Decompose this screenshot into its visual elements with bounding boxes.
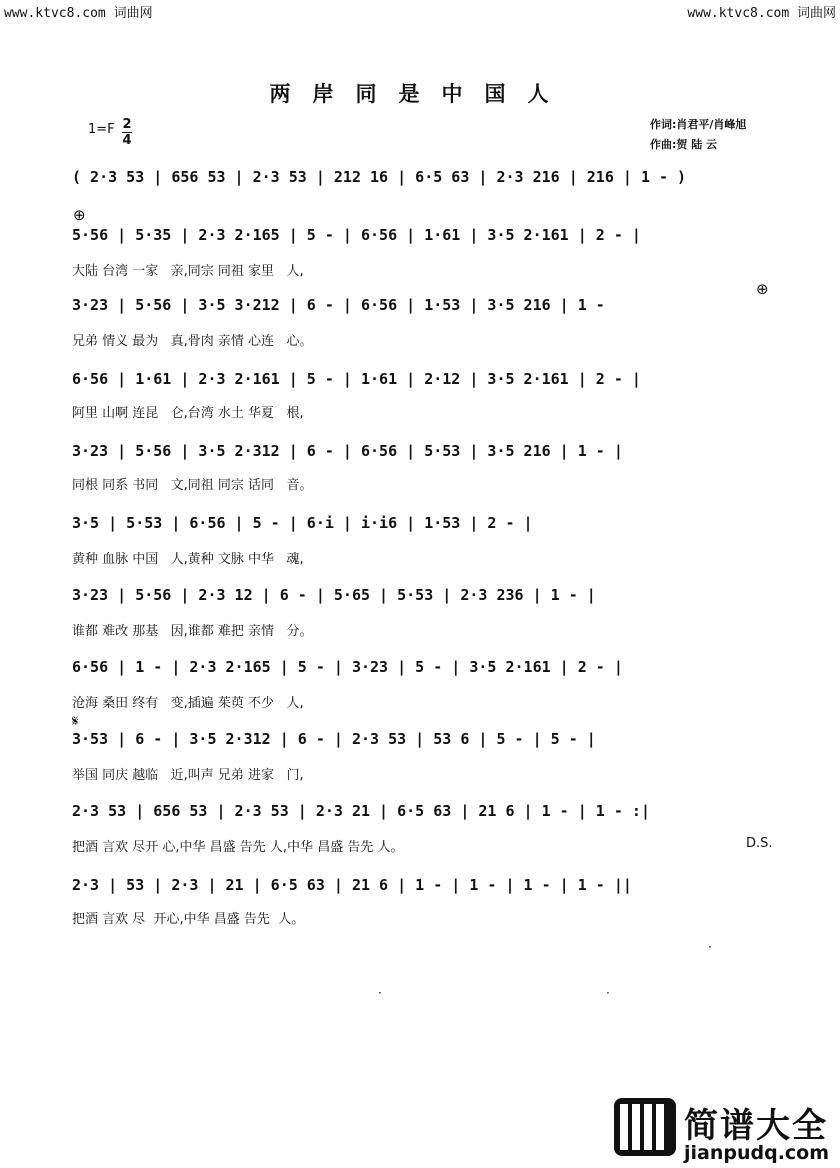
stray-dot: · (708, 940, 712, 954)
lyricist-credit: 作词:肖君平/肖峰旭 (650, 118, 747, 131)
key-signature: 1=F (88, 122, 115, 137)
system-7-lyrics: 沧海 桑田 终有 变,插遍 茱萸 不少 人, (72, 696, 304, 711)
system-2-lyrics: 兄弟 情义 最为 真,骨肉 亲情 心连 心。 (72, 334, 313, 349)
system-4-lyrics: 同根 同系 书同 文,同祖 同宗 话同 音。 (72, 478, 313, 493)
system-6-lyrics: 谁都 难改 那基 因,谁都 难把 亲情 分。 (72, 624, 313, 639)
coda-marker-end: ⊕ (756, 280, 769, 298)
site-header-left: www.ktvc8.com 词曲网 (4, 6, 153, 21)
logo-text: 简谱大全 (684, 1106, 828, 1146)
system-10-lyrics: 把酒 言欢 尽 开心,中华 昌盛 告先 人。 (72, 912, 305, 927)
stray-dot: · (606, 986, 610, 1000)
system-8-notes: 3·53 | 6 - | 3·5 2·312 | 6 - | 2·3 53 | 53 6 | 5 - | 5 - | (72, 730, 596, 748)
system-5-lyrics: 黄种 血脉 中国 人,黄种 文脉 中华 魂, (72, 552, 304, 567)
system-1-notes: 5·56 | 5·35 | 2·3 2·165 | 5 - | 6·56 | 1·61 | 3·5 2·161 | 2 - | (72, 226, 641, 244)
meter-top: 2 (122, 117, 132, 132)
system-0-notes: ( 2·3 53 | 656 53 | 2·3 53 | 212 16 | 6·5 63 | 2·3 216 | 216 | 1 - ) (72, 168, 687, 186)
time-signature (122, 118, 132, 147)
ds-marker: D.S. (746, 836, 773, 851)
system-9-lyrics: 把酒 言欢 尽开 心,中华 昌盛 告先 人,中华 昌盛 告先 人。 (72, 840, 404, 855)
system-3-lyrics: 阿里 山啊 连昆 仑,台湾 水土 华夏 根, (72, 406, 304, 421)
composer-credit: 作曲:贺 陆 云 (650, 138, 718, 151)
system-7-notes: 6·56 | 1 - | 2·3 2·165 | 5 - | 3·23 | 5 - | 3·5 2·161 | 2 - | (72, 658, 623, 676)
segno-marker: 𝄋 (72, 712, 79, 730)
song-title: 两岸同是中国人 (269, 81, 571, 106)
system-10-notes: 2·3 | 53 | 2·3 | 21 | 6·5 63 | 21 6 | 1 - | 1 - | 1 - | 1 - || (72, 876, 632, 894)
logo-url: jianpudq.com (684, 1142, 830, 1164)
site-header-right: www.ktvc8.com 词曲网 (687, 6, 836, 21)
meter-bottom: 4 (122, 133, 132, 148)
system-5-notes: 3·5 | 5·53 | 6·56 | 5 - | 6·i | i·i6 | 1·53 | 2 - | (72, 514, 533, 532)
system-9-notes: 2·3 53 | 656 53 | 2·3 53 | 2·3 21 | 6·5 63 | 21 6 | 1 - | 1 - :| (72, 802, 650, 820)
site-logo[interactable] (614, 1098, 836, 1164)
stray-dot: · (378, 986, 382, 1000)
system-4-notes: 3·23 | 5·56 | 3·5 2·312 | 6 - | 6·56 | 5·53 | 3·5 216 | 1 - | (72, 442, 623, 460)
coda-marker-start: ⊕ (73, 206, 86, 224)
system-1-lyrics: 大陆 台湾 一家 亲,同宗 同祖 家里 人, (72, 264, 304, 279)
system-2-notes: 3·23 | 5·56 | 3·5 3·212 | 6 - | 6·56 | 1·53 | 3·5 216 | 1 - (72, 296, 614, 314)
system-6-notes: 3·23 | 5·56 | 2·3 12 | 6 - | 5·65 | 5·53 | 2·3 236 | 1 - | (72, 586, 596, 604)
piano-icon (614, 1098, 676, 1156)
system-3-notes: 6·56 | 1·61 | 2·3 2·161 | 5 - | 1·61 | 2·12 | 3·5 2·161 | 2 - | (72, 370, 641, 388)
system-8-lyrics: 举国 同庆 越临 近,叫声 兄弟 进家 门, (72, 768, 304, 783)
